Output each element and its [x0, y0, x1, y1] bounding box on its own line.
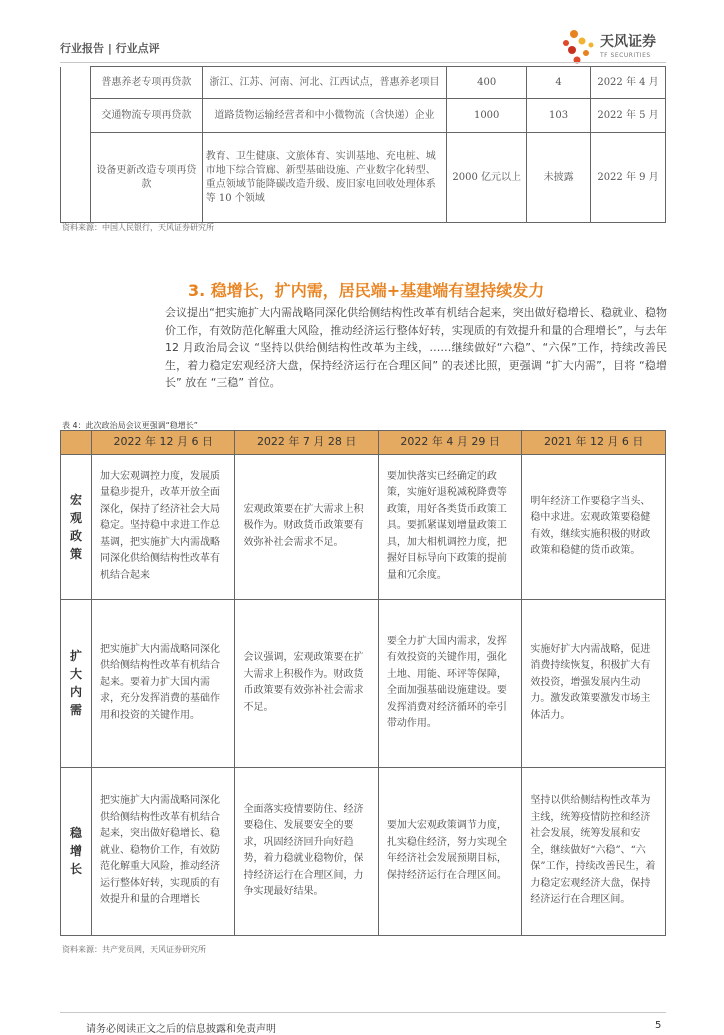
- program-name: 普惠养老专项再贷款: [90, 67, 202, 99]
- row-header: 扩大内需: [61, 599, 92, 767]
- table-cell: 加大宏观调控力度，发展质量稳步提升，改革开放全面深化，保持了经济社会大局稳定。坚持稳中求进工作总基调，把实施扩大内需战略同深化供给侧结构性改革有机结合起来: [91, 454, 234, 599]
- company-logo: [562, 28, 672, 66]
- row-header: 稳增长: [61, 767, 92, 935]
- logo-name: 天风证券: [600, 34, 656, 50]
- column-header: 2021 年 12 月 6 日: [522, 431, 666, 455]
- program-date: 2022 年 9 月: [591, 133, 666, 223]
- program-count: 未披露: [527, 133, 591, 223]
- table-cell: 把实施扩大内需战略同深化供给侧结构性改革有机结合起来，突出做好稳增长、稳就业、稳物价工作，有效防范化解重大风险，推动经济运行整体好转，实现质的有效提升和量的合理增长: [91, 767, 234, 935]
- table-row: [61, 99, 666, 133]
- corner-header: [61, 431, 92, 455]
- section-title: 3. 稳增长，扩内需，居民端+基建端有望持续发力: [188, 281, 545, 300]
- column-header: 2022 年 4 月 29 日: [378, 431, 521, 455]
- program-name: 交通物流专项再贷款: [90, 99, 202, 133]
- column-header: 2022 年 7 月 28 日: [235, 431, 378, 455]
- program-amount: 400: [447, 67, 527, 99]
- table-row: [61, 67, 666, 99]
- program-count: 103: [527, 99, 591, 133]
- table1-source: 资料来源：中国人民银行，天风证券研究所: [62, 223, 214, 232]
- program-amount: 2000 亿元以上: [447, 133, 527, 223]
- table2-caption: 表 4：此次政治局会议更强调“稳增长”: [62, 421, 198, 430]
- program-scope: 道路货物运输经营者和中小微物流（含快递）企业: [202, 99, 447, 133]
- footer-disclaimer: 请务必阅读正文之后的信息披露和免责声明: [86, 1024, 276, 1035]
- table-cell: 明年经济工作要稳字当头、稳中求进。宏观政策要稳健有效，继续实施积极的财政政策和稳健的货币政策。: [522, 454, 666, 599]
- relending-table: [60, 66, 666, 223]
- table-cell: 会议强调，宏观政策要在扩大需求上积极作为。财政货币政策要有效弥补社会需求不足。: [235, 599, 378, 767]
- table-row: [61, 599, 666, 767]
- table-cell: 要全力扩大国内需求，发挥有效投资的关键作用，强化土地、用能、环评等保障，全面加强基础设施建设。要发挥消费对经济循环的牵引带动作用。: [378, 599, 521, 767]
- table-row: [61, 133, 666, 223]
- row-header: 宏观政策: [61, 454, 92, 599]
- program-scope: 教育、卫生健康、文旅体育、实训基地、充电桩、城市地下综合管廊、新型基础设施、产业数字化转型、重点领域节能降碳改造升级、废旧家电回收处理体系等 10 个领域: [202, 133, 447, 223]
- table-cell: 要加大宏观政策调节力度，扎实稳住经济，努力实现全年经济社会发展预期目标，保持经济运行在合理区间。: [378, 767, 521, 935]
- program-scope: 浙江、江苏、河南、河北、江西试点，普惠养老项目: [202, 67, 447, 99]
- program-amount: 1000: [447, 99, 527, 133]
- table-header-row: [61, 431, 666, 455]
- program-name: 设备更新改造专项再贷款: [90, 133, 202, 223]
- page-number: 5: [655, 1020, 662, 1031]
- header-divider: [60, 62, 666, 63]
- report-category: 行业报告 | 行业点评: [60, 42, 160, 55]
- program-date: 2022 年 5 月: [591, 99, 666, 133]
- table-cell: 要加快落实已经确定的政策，实施好退税减税降费等政策，用好各类货币政策工具。要抓紧谋划增量政策工具，加大相机调控力度，把握好目标导向下政策的提前量和冗余度。: [378, 454, 521, 599]
- table2-source: 资料来源：共产党员网，天风证券研究所: [62, 945, 206, 954]
- program-date: 2022 年 4 月: [591, 67, 666, 99]
- table-row: [61, 454, 666, 599]
- table-cell: 宏观政策要在扩大需求上积极作为。财政货币政策要有效弥补社会需求不足。: [235, 454, 378, 599]
- table-row: [61, 767, 666, 935]
- policy-compare-table: [60, 430, 666, 936]
- logo-icon: [562, 28, 598, 66]
- column-header: 2022 年 12 月 6 日: [91, 431, 234, 455]
- table-cell: 全面落实疫情要防住、经济要稳住、发展要安全的要求，巩固经济回升向好趋势，着力稳就业稳物价，保持经济运行在合理区间，力争实现最好结果。: [235, 767, 378, 935]
- footer-divider: [60, 1012, 666, 1013]
- merged-cell: [61, 67, 91, 223]
- section-paragraph: 会议提出“把实施扩大内需战略同深化供给侧结构性改革有机结合起来，突出做好稳增长、稳就业、稳物价工作，有效防范化解重大风险，推动经济运行整体好转，实现质的有效提升和量的合理增长”，与去年 12 月政治局会议 “坚持以供给侧结构性改革为主线，……继续做好“六稳”、“六保”工作，持续改善民生，着力稳定宏观经济大盘，保持经济运行在合理区间” 的表述比照，更强调 “扩大内需”，目将 “稳增长” 放在 “三稳” 首位。: [165, 306, 667, 389]
- logo-name-en: TF SECURITIES: [600, 52, 651, 59]
- table-cell: 坚持以供给侧结构性改革为主线，统筹疫情防控和经济社会发展，统筹发展和安全，继续做好“六稳”、“六保”工作，持续改善民生，着力稳定宏观经济大盘，保持经济运行在合理区间。: [522, 767, 666, 935]
- table-cell: 把实施扩大内需战略同深化供给侧结构性改革有机结合起来。要着力扩大国内需求，充分发挥消费的基础作用和投资的关键作用。: [91, 599, 234, 767]
- table-cell: 实施好扩大内需战略，促进消费持续恢复，积极扩大有效投资，增强发展内生动力。激发政策要激发市场主体活力。: [522, 599, 666, 767]
- program-count: 4: [527, 67, 591, 99]
